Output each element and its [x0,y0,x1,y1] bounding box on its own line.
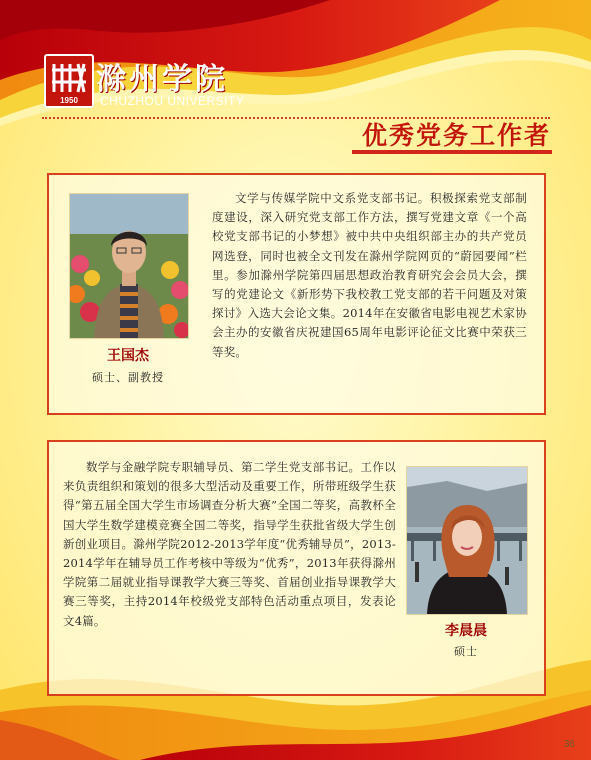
profile-bio: 文学与传媒学院中文系党支部书记。积极探索党支部制度建设，深入研究党支部工作方法，撰写党建文章《一个高校党支部书记的小梦想》被中共中央组织部主办的共产党员网选登，同时也被全文刊发在滁州学院网页的“蔚园要闻”栏里。参加滁州学院第四届思想政治教育研究会会员大会，撰写的党建论文《新形势下我校教工党支部的若干问题及对策探讨》入选大会论文集。2014年在安徽省电影电视艺术家协会主办的安徽省庆祝建国65周年电影评论征文比赛中荣获三等奖。 [212,191,527,359]
profile-bio: 数学与金融学院专职辅导员、第二学生党支部书记。工作以来负责组织和策划的很多大型活动及重要工作，所带班级学生获得“第五届全国大学生市场调查分析大赛”全国二等奖，高教杯全国大学生数学建模竞赛全国二等奖，指导学生获批省级大学生创新创业项目。滁州学院2012-2013学年度“优秀辅导员”，2013-2014学年在辅导员工作考核中等级为“优秀”，2013年获得滁州学院第二届就业指导课教学大赛三等奖、首届创业指导课教学大赛三等奖，主持2014年校级党支部特色活动重点项目，发表论文4篇。 [63,460,396,628]
profile-name: 李晨晨 [445,623,487,639]
profile-card-wang [47,173,546,415]
profile-title: 硕士、副教授 [92,371,164,384]
profile-title: 硕士 [454,645,478,658]
school-name-zh: 滁州学院 [96,62,228,97]
portrait-photo-wang [69,193,189,339]
title-underline [352,150,552,154]
page-number: 36 [563,739,575,750]
svg-text:1950: 1950 [60,96,78,105]
profile-name: 王国杰 [107,348,149,364]
profile-card-li [47,440,546,696]
section-title: 优秀党务工作者 [361,121,551,150]
university-logo [44,54,94,108]
school-name-en: CHUZHOU UNIVERSITY [100,94,245,108]
portrait-photo-li [406,466,528,615]
